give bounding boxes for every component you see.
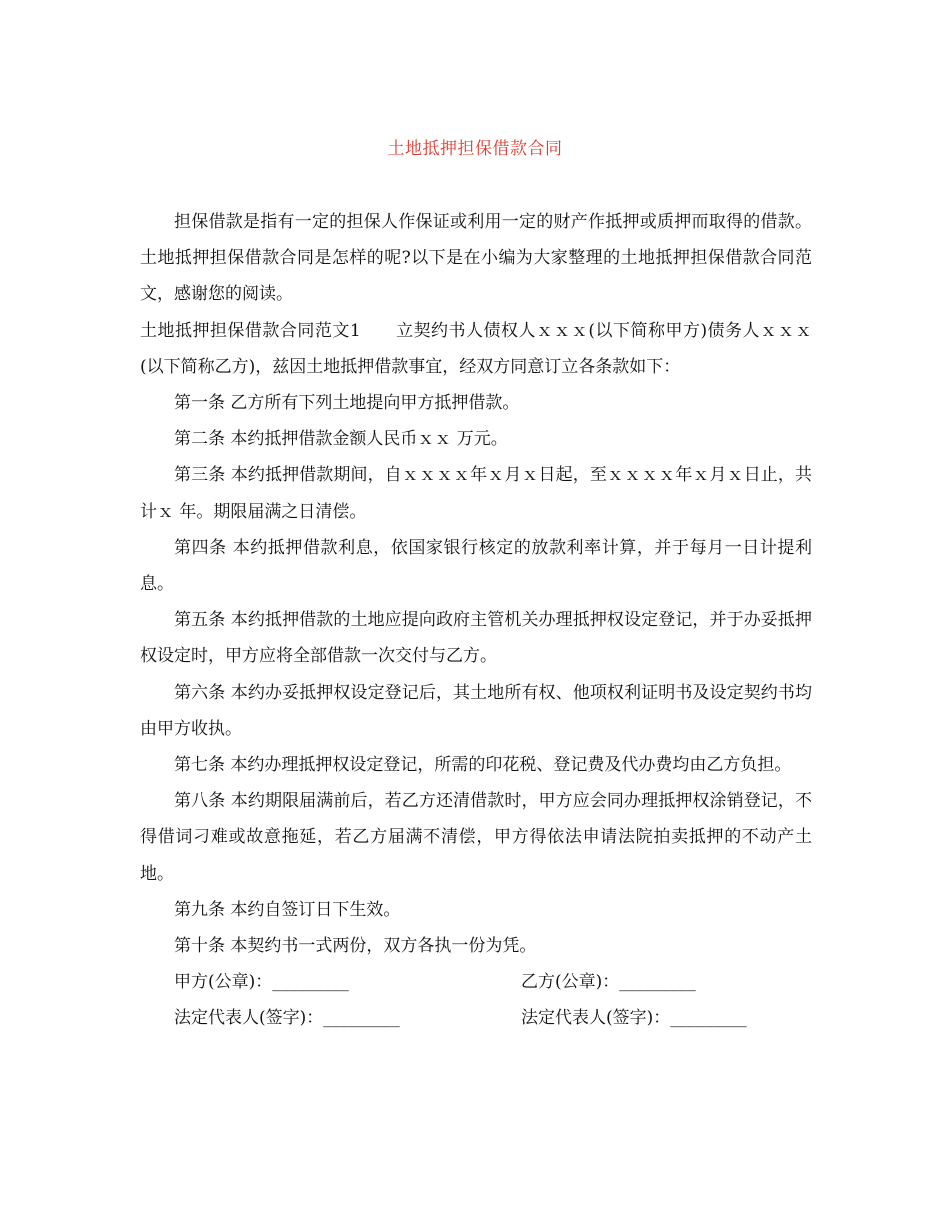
article-3: 第三条 本约抵押借款期间，自ｘｘｘｘ年ｘ月ｘ日起，至ｘｘｘｘ年ｘ月ｘ日止，共计ｘ 年。期限届满之日清偿。 [140, 465, 812, 522]
article-1: 第一条 乙方所有下列土地提向甲方抵押借款。 [174, 393, 520, 414]
article-4: 第四条 本约抵押借款利息，依国家银行核定的放款利率计算，并于每月一日计提利息。 [140, 537, 812, 595]
signature-row-seal [140, 964, 812, 1000]
article-10: 第十条 本契约书一式两份，双方各执一份为凭。 [174, 936, 537, 957]
article-8: 第八条 本约期限届满前后，若乙方还清借款时，甲方应会同办理抵押权涂销登记，不得借词刁难或故意拖延，若乙方届满不清偿，甲方得依法申请法院拍卖抵押的不动产土地。 [140, 791, 812, 884]
party-a-seal-field: 甲方(公章)：_________ [174, 972, 349, 993]
sample-heading-paragraph: 土地抵押担保借款合同范文1 立契约书人债权人ｘｘｘ(以下简称甲方)债务人ｘｘｘ(以下简称乙方)，兹因土地抵押借款事宜，经双方同意订立各条款如下： [140, 320, 812, 377]
article-2: 第二条 本约抵押借款金额人民币ｘｘ 万元。 [174, 429, 508, 450]
article-9: 第九条 本约自签订日下生效。 [174, 899, 401, 920]
article-7: 第七条 本约办理抵押权设定登记，所需的印花税、登记费及代办费均由乙方负担。 [174, 755, 792, 776]
document-title: 土地抵押担保借款合同 [387, 139, 563, 159]
party-a-representative-field: 法定代表人(签字)：_________ [174, 1008, 400, 1029]
party-b-seal-field: 乙方(公章)：_________ [521, 972, 696, 993]
party-b-representative-field: 法定代表人(签字)：_________ [521, 1008, 747, 1029]
article-6: 第六条 本约办妥抵押权设定登记后，其土地所有权、他项权利证明书及设定契约书均由甲方收执。 [140, 682, 812, 739]
intro-paragraph: 担保借款是指有一定的担保人作保证或利用一定的财产作抵押或质押而取得的借款。土地抵押担保借款合同是怎样的呢?以下是在小编为大家整理的土地抵押担保借款合同范文，感谢您的阅读。 [140, 212, 812, 305]
signature-row-representative [140, 1000, 812, 1036]
article-5: 第五条 本约抵押借款的土地应提向政府主管机关办理抵押权设定登记，并于办妥抵押权设定时，甲方应将全部借款一次交付与乙方。 [140, 610, 812, 667]
document-body [140, 204, 812, 1037]
